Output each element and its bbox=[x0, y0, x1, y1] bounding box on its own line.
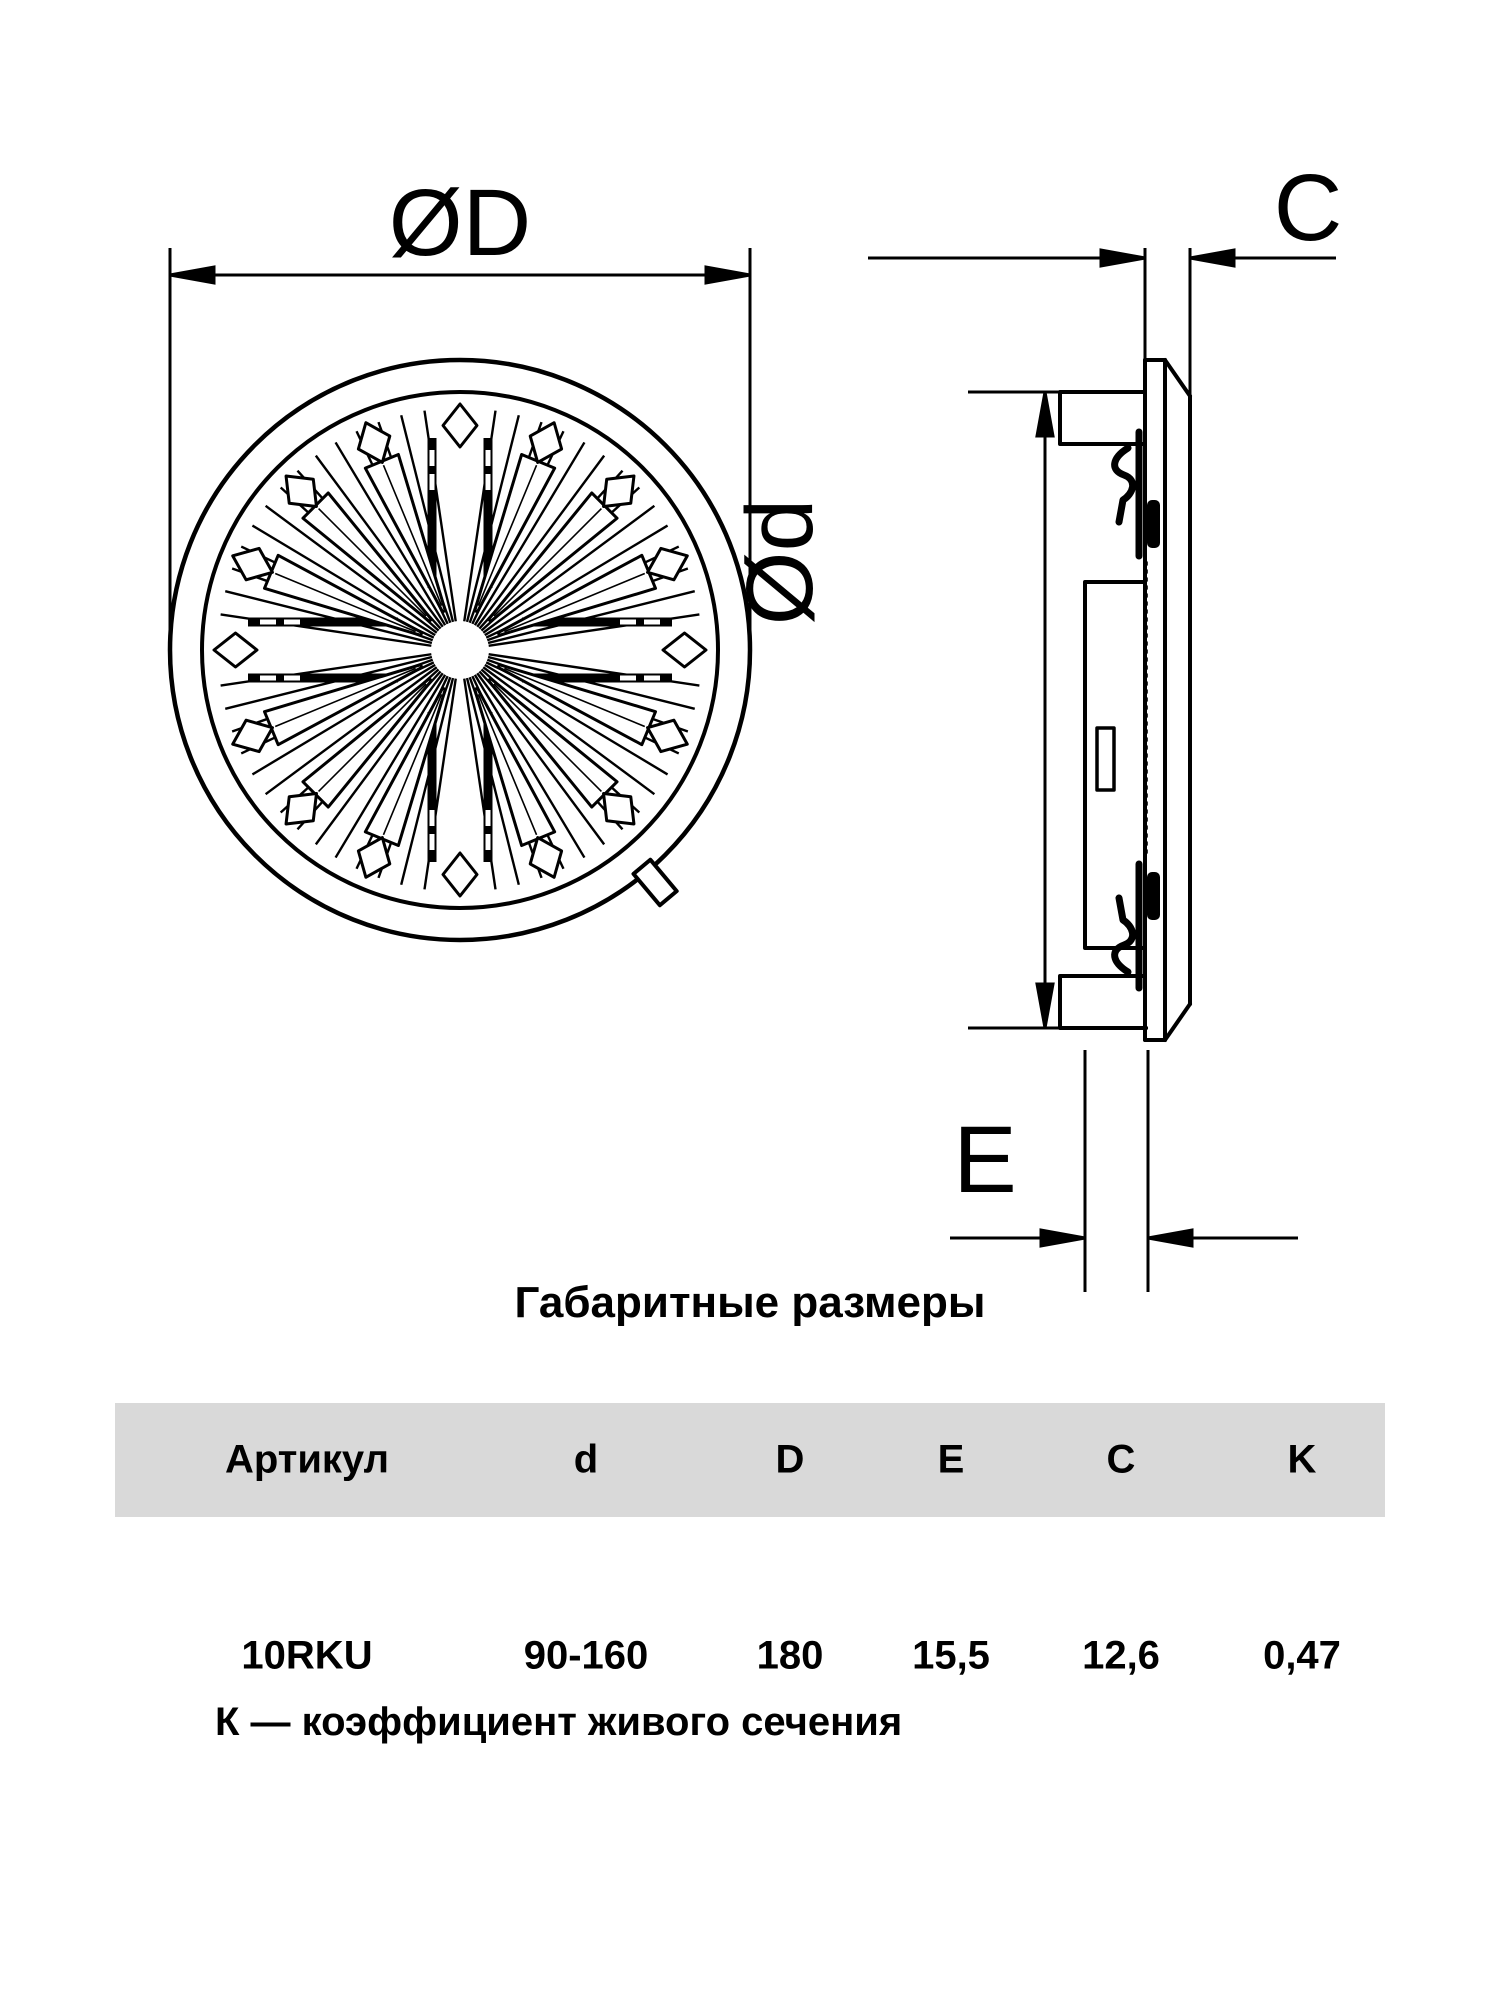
table-header-D: D bbox=[775, 1437, 805, 1482]
arrowhead bbox=[706, 267, 750, 283]
label-outer-diameter: ØD bbox=[388, 170, 532, 276]
front-view-grille bbox=[170, 360, 750, 940]
arrowhead bbox=[1041, 1230, 1085, 1246]
table-header-E: E bbox=[937, 1437, 965, 1482]
table-cell-D: 180 bbox=[756, 1633, 824, 1678]
table-header-article: Артикул bbox=[224, 1437, 390, 1482]
label-plate-thickness: C bbox=[1273, 155, 1343, 261]
drawing-caption: Габаритные размеры bbox=[514, 1278, 986, 1327]
table-header-K: K bbox=[1287, 1437, 1317, 1482]
top-spring-clip bbox=[1115, 448, 1133, 522]
bottom-clip-bracket bbox=[1060, 976, 1145, 1028]
label-duct-diameter: Ød bbox=[727, 498, 833, 626]
arrowhead bbox=[1101, 250, 1145, 266]
table-cell-K: 0,47 bbox=[1263, 1633, 1341, 1678]
arrowhead bbox=[170, 267, 214, 283]
arrowhead bbox=[1148, 1230, 1192, 1246]
top-clip-bracket bbox=[1060, 392, 1145, 444]
arrowhead bbox=[1037, 984, 1053, 1028]
table-note: К — коэффициент живого сечения bbox=[215, 1700, 903, 1744]
table-cell-E: 15,5 bbox=[912, 1633, 990, 1678]
table-header-C: C bbox=[1106, 1437, 1136, 1482]
table-header-d: d bbox=[573, 1437, 599, 1482]
arrowhead bbox=[1190, 250, 1234, 266]
label-mounting-depth: E bbox=[953, 1107, 1017, 1213]
table-cell-article: 10RKU bbox=[241, 1633, 373, 1678]
table-cell-d: 90-160 bbox=[523, 1633, 649, 1678]
side-view-profile bbox=[1060, 360, 1190, 1040]
arrowhead bbox=[1037, 392, 1053, 436]
table-cell-C: 12,6 bbox=[1082, 1633, 1160, 1678]
